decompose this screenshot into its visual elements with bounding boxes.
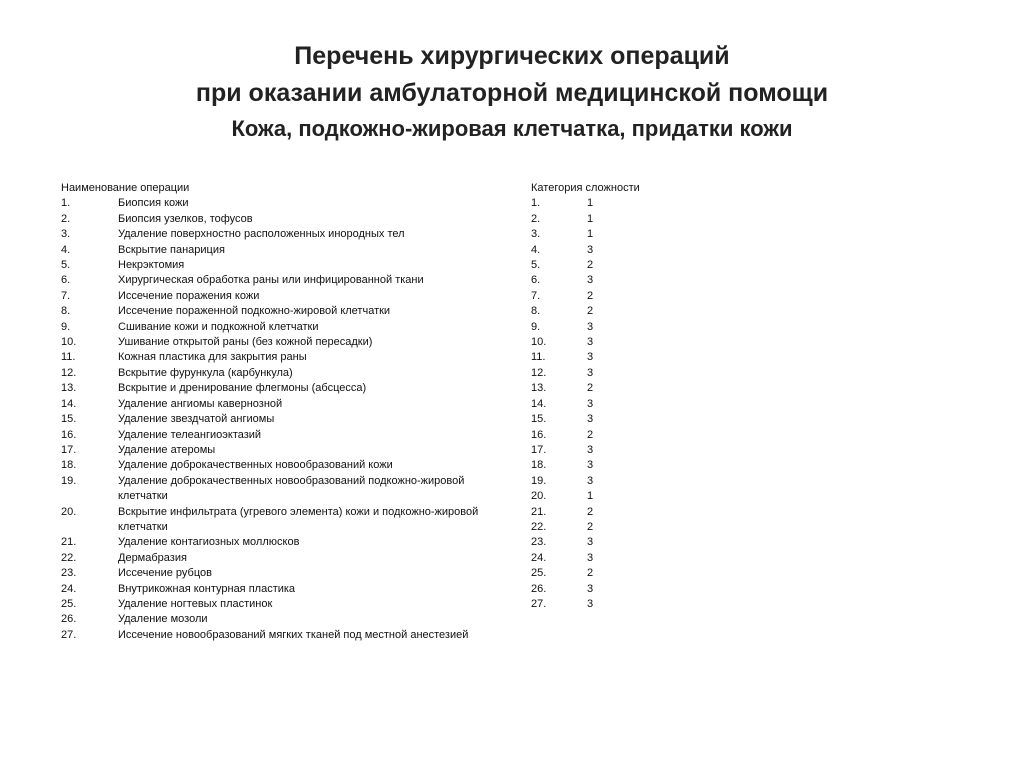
category-row (531, 212, 681, 227)
category-value: 3 (587, 536, 594, 549)
category-row (531, 366, 681, 381)
category-value: 3 (587, 351, 594, 364)
operation-name: Иссечение новообразований мягких тканей под местной анестезией (118, 628, 469, 641)
operation-number: 18. (61, 459, 77, 472)
operation-row (61, 212, 481, 227)
category-row (531, 582, 681, 597)
category-number: 19. (531, 474, 547, 487)
operation-number: 5. (61, 259, 71, 272)
category-row (531, 196, 681, 211)
category-number: 24. (531, 551, 547, 564)
operation-number: 1. (61, 197, 71, 210)
operation-name: Удаление атеромы (118, 443, 216, 456)
category-number: 15. (531, 413, 547, 426)
category-number: 23. (531, 536, 547, 549)
operation-name: Биопсия узелков, тофусов (118, 212, 253, 225)
operation-name: Кожная пластика для закрытия раны (118, 351, 307, 364)
operation-number: 22. (61, 551, 77, 564)
operation-number: 23. (61, 567, 77, 580)
title-line-2: при оказании амбулаторной медицинской помощи (195, 79, 829, 107)
category-row (531, 551, 681, 566)
category-number: 25. (531, 567, 547, 580)
category-value: 3 (587, 597, 594, 610)
category-value: 2 (587, 505, 594, 518)
operations-list (61, 181, 481, 643)
operation-row (61, 582, 481, 597)
category-value: 2 (587, 289, 594, 302)
operation-number: 16. (61, 428, 77, 441)
operation-number: 20. (61, 505, 77, 518)
category-row (531, 458, 681, 473)
operation-name: Удаление мозоли (118, 613, 208, 626)
category-row (531, 258, 681, 273)
category-value: 3 (587, 243, 594, 256)
category-row (531, 443, 681, 458)
category-number: 8. (531, 305, 541, 318)
categories-header: Категория сложности (531, 182, 640, 194)
category-value: 1 (587, 228, 594, 241)
title-line-1: Перечень хирургических операций (294, 42, 730, 70)
operation-number: 14. (61, 397, 77, 410)
operation-row (61, 443, 481, 458)
operation-row (61, 428, 481, 443)
category-row (531, 535, 681, 550)
category-value: 3 (587, 320, 594, 333)
operation-row (61, 381, 481, 396)
category-value: 3 (587, 274, 594, 287)
slide-title (0, 38, 1024, 146)
category-number: 1. (531, 197, 541, 210)
operation-number: 8. (61, 305, 71, 318)
category-row (531, 335, 681, 350)
operation-row (61, 458, 481, 473)
category-row (531, 243, 681, 258)
category-number: 7. (531, 289, 541, 302)
operation-number: 11. (61, 351, 76, 364)
operation-row (61, 597, 481, 612)
operation-name: Вскрытие инфильтрата (угревого элемента) кожи и подкожно-жировой клетчатки (118, 505, 479, 533)
operation-name: Вскрытие и дренирование флегмоны (абсцесса) (118, 382, 367, 395)
category-row (531, 304, 681, 319)
operation-row (61, 412, 481, 427)
operation-name: Дермабразия (118, 551, 187, 564)
operation-number: 21. (61, 536, 77, 549)
operation-name: Иссечение пораженной подкожно-жировой клетчатки (118, 305, 391, 318)
category-number: 11. (531, 351, 546, 364)
categories-rows (531, 196, 681, 612)
operation-number: 15. (61, 413, 77, 426)
category-number: 22. (531, 520, 547, 533)
category-value: 2 (587, 428, 594, 441)
operation-row (61, 196, 481, 211)
category-number: 14. (531, 397, 547, 410)
category-value: 3 (587, 397, 594, 410)
category-value: 2 (587, 259, 594, 272)
category-number: 17. (531, 443, 547, 456)
operation-row (61, 273, 481, 288)
category-value: 1 (587, 197, 594, 210)
category-row (531, 381, 681, 396)
category-number: 21. (531, 505, 547, 518)
category-number: 4. (531, 243, 541, 256)
category-value: 3 (587, 582, 594, 595)
category-number: 5. (531, 259, 541, 272)
operation-number: 10. (61, 336, 77, 349)
operation-number: 6. (61, 274, 71, 287)
operation-name: Вскрытие фурункула (карбункула) (118, 366, 293, 379)
category-number: 10. (531, 336, 547, 349)
operation-name: Удаление поверхностно расположенных инородных тел (118, 228, 405, 241)
operation-name: Удаление ногтевых пластинок (118, 597, 273, 610)
title-subtitle: Кожа, подкожно-жировая клетчатка, придатки кожи (231, 116, 793, 141)
operation-row (61, 551, 481, 566)
category-value: 3 (587, 366, 594, 379)
operation-row (61, 397, 481, 412)
category-row (531, 350, 681, 365)
operation-name: Ушивание открытой раны (без кожной пересадки) (118, 336, 373, 349)
operation-number: 2. (61, 212, 71, 225)
operation-name: Удаление доброкачественных новообразований кожи (118, 459, 393, 472)
operation-row (61, 227, 481, 242)
operation-row (61, 335, 481, 350)
operation-name: Внутрикожная контурная пластика (118, 582, 296, 595)
category-value: 3 (587, 551, 594, 564)
operation-row (61, 258, 481, 273)
category-number: 20. (531, 490, 547, 503)
category-number: 16. (531, 428, 547, 441)
category-number: 27. (531, 597, 547, 610)
category-row (531, 428, 681, 443)
category-value: 3 (587, 459, 594, 472)
category-value: 3 (587, 413, 594, 426)
category-row (531, 227, 681, 242)
category-row (531, 505, 681, 520)
operation-name: Удаление звездчатой ангиомы (118, 413, 275, 426)
operations-header: Наименование операции (61, 182, 190, 194)
operation-row (61, 474, 481, 505)
category-number: 12. (531, 366, 547, 379)
category-value: 2 (587, 382, 594, 395)
operation-row (61, 628, 481, 643)
category-value: 3 (587, 443, 594, 456)
operations-rows (61, 196, 481, 643)
categories-list (531, 181, 681, 612)
operation-row (61, 505, 481, 536)
category-row (531, 566, 681, 581)
category-value: 3 (587, 336, 594, 349)
category-row (531, 320, 681, 335)
operation-name: Иссечение рубцов (118, 567, 212, 580)
operation-number: 17. (61, 443, 77, 456)
category-value: 2 (587, 305, 594, 318)
operation-row (61, 366, 481, 381)
category-number: 9. (531, 320, 541, 333)
category-number: 2. (531, 212, 541, 225)
category-value: 1 (587, 212, 594, 225)
operation-row (61, 243, 481, 258)
operation-name: Биопсия кожи (118, 197, 189, 210)
operation-row (61, 304, 481, 319)
operation-name: Удаление ангиомы кавернозной (118, 397, 283, 410)
category-number: 13. (531, 382, 547, 395)
operation-row (61, 612, 481, 627)
operation-number: 7. (61, 289, 71, 302)
category-row (531, 412, 681, 427)
operation-row (61, 566, 481, 581)
category-row (531, 597, 681, 612)
category-value: 1 (587, 490, 594, 503)
operation-row (61, 289, 481, 304)
operation-number: 4. (61, 243, 71, 256)
operation-number: 19. (61, 474, 77, 487)
category-row (531, 489, 681, 504)
category-row (531, 289, 681, 304)
operation-name: Удаление контагиозных моллюсков (118, 536, 300, 549)
operation-number: 24. (61, 582, 77, 595)
operation-name: Иссечение поражения кожи (118, 289, 260, 302)
operation-name: Удаление доброкачественных новообразований подкожно-жировой клетчатки (118, 474, 465, 503)
operation-name: Хирургическая обработка раны или инфицированной ткани (118, 274, 424, 287)
operation-number: 13. (61, 382, 77, 395)
operation-name: Вскрытие панариция (118, 243, 225, 256)
operation-number: 3. (61, 228, 71, 241)
operation-number: 12. (61, 366, 77, 379)
operation-row (61, 320, 481, 335)
operation-name: Удаление телеангиоэктазий (118, 428, 262, 441)
operation-number: 25. (61, 597, 77, 610)
category-number: 18. (531, 459, 547, 472)
category-row (531, 397, 681, 412)
category-row (531, 273, 681, 288)
category-number: 3. (531, 228, 541, 241)
operation-name: Некрэктомия (118, 259, 185, 272)
category-number: 6. (531, 274, 541, 287)
category-value: 2 (587, 520, 594, 533)
operation-row (61, 350, 481, 365)
category-value: 2 (587, 567, 594, 580)
operation-number: 27. (61, 628, 77, 641)
operation-name: Сшивание кожи и подкожной клетчатки (118, 320, 319, 333)
operation-number: 9. (61, 320, 71, 333)
category-value: 3 (587, 474, 594, 487)
operation-row (61, 535, 481, 550)
category-number: 26. (531, 582, 547, 595)
operation-number: 26. (61, 613, 77, 626)
category-row (531, 520, 681, 535)
category-row (531, 474, 681, 489)
